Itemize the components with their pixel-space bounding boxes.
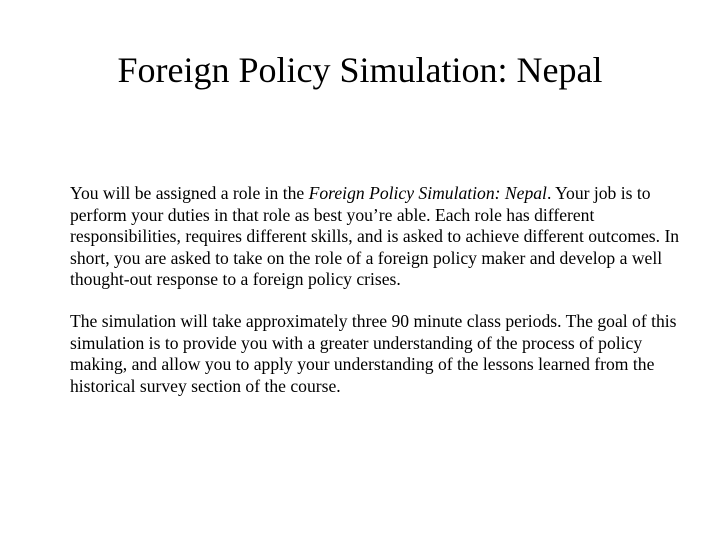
paragraph-intro [70, 183, 680, 291]
simulation-name-italic: Foreign Policy Simulation: Nepal [308, 183, 547, 203]
slide-title: Foreign Policy Simulation: Nepal [117, 50, 603, 90]
paragraph-intro-rest: . Your job is to perform your duties in that role as best you’re able. Each role has different responsibilities, requires different skills, and is asked to achieve different outcomes. In short, you are asked to take on the role of a foreign policy maker and develop a well thought-out response to a foreign policy crises. [70, 183, 680, 290]
paragraph-goals: The simulation will take approximately three 90 minute class periods. The goal of this simulation is to provide you with a greater understanding of the process of policy making, and allow you to apply your understanding of the lessons learned from the historical survey section of the course. [70, 310, 677, 396]
paragraph-intro-start: You will be assigned a role in the [70, 183, 309, 203]
slide-body [70, 183, 680, 397]
